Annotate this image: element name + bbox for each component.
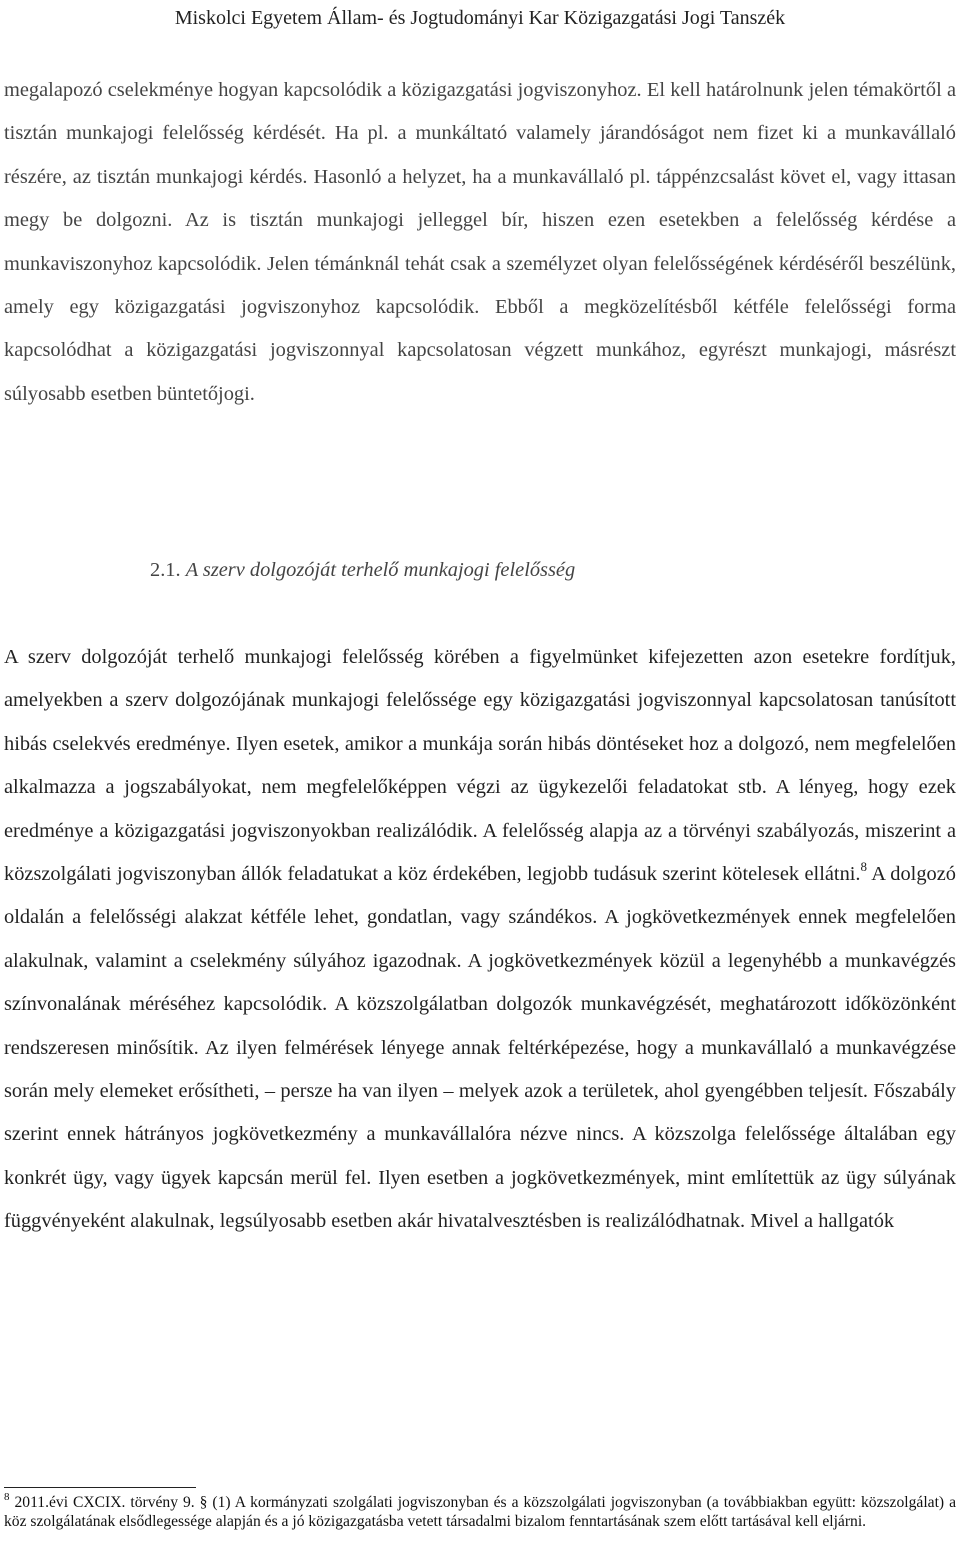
footnote-marker: 8 (4, 1490, 10, 1503)
paragraph-text: A szerv dolgozóját terhelő munkajogi felelősség körében a figyelmünket kifejezetten azon esetekre fordítjuk, amelyekben a szerv dolgozójának munkajogi felelőssége egy közigazgatási jogviszonnyal kapcsolatosan tanúsított hibás cselekvés eredménye. Ilyen esetek, amikor a munkája során hibás döntéseket hoz a dolgozó, nem megfelelően alkalmazza a jogszabályokat, nem megfelelőképpen végzi az ügykezelői feladatokat stb. A lényeg, hogy ezek eredménye a közigazgatási jogviszonyokban realizálódik. A felelősség alapja az a törvényi szabályozás, miszerint a közszolgálati jogviszonyban állók feladatukat a köz érdekében, legjobb tudásuk szerint kötelesek ellátni. (4, 646, 956, 886)
section-heading (150, 550, 850, 590)
body-paragraph-2 (4, 636, 956, 1244)
footnote-text: 2011.évi CXCIX. törvény 9. § (1) A kormányzati szolgálati jogviszonyban és a közszolgálati jogviszonyban (a továbbiakban együtt: közszolgálat) a köz szolgálatának elsődlegessége alapján és a jó közigazgatásba vetett társadalmi bizalom fenntartásának szem előtt tartásával kell eljárni. (4, 1494, 956, 1530)
section-number: 2.1. (150, 559, 181, 581)
paragraph-text-continued: A dolgozó oldalán a felelősségi alakzat kétféle lehet, gondatlan, vagy szándékos. A jogkövetkezmények ennek megfelelően alakulnak, valamint a cselekmény súlyához igazodnak. A jogkövetkezmények közül a legenyhébb a munkavégzés színvonalának méréséhez kapcsolódik. A közszolgálatban dolgozók munkavégzését, meghatározott időközönként rendszeresen minősítik. Az ilyen felmérések lényege annak feltérképezése, hogy a munkavállaló a munkavégzése során mely elemeket erősítheti, – persze ha van ilyen – melyek azok a területek, ahol gyengébben teljesít. Főszabály szerint ennek hátrányos jogkövetkezmény a munkavállalóra nézve nincs. A közszolga felelőssége általában egy konkrét ügy, vagy ügyek kapcsán merül fel. Ilyen esetben a jogkövetkezmények, mint említettük az ügy súlyának függvényeként alakulnak, legsúlyosabb esetben akár hivatalvesztésben is realizálódhatnak. Mivel a hallgatók (4, 863, 956, 1233)
running-header: Miskolci Egyetem Állam- és Jogtudományi Kar Közigazgatási Jogi Tanszék (174, 7, 786, 29)
body-paragraph: megalapozó cselekménye hogyan kapcsolódik a közigazgatási jogviszonyhoz. El kell határolnunk jelen témakörtől a tisztán munkajogi felelősség kérdését. Ha pl. a munkáltató valamely járandóságot nem fizet ki a munkavállaló részére, az tisztán munkajogi kérdés. Hasonló a helyzet, ha a munkavállaló pl. táppénzcsalást követ el, vagy ittasan megy be dolgozni. Az is tisztán munkajogi jelleggel bír, hiszen ezen esetekben a felelősség kérdése a munkaviszonyhoz kapcsolódik. Jelen témánknál tehát csak a személyzet olyan felelősségének kérdéséről beszélünk, amely egy közigazgatási jogviszonyhoz kapcsolódik. Ebből a megközelítésből kétféle felelősségi forma kapcsolódhat a közigazgatási jogviszonnyal kapcsolatosan végzett munkához, egyrészt munkajogi, másrészt súlyosabb esetben büntetőjogi. (4, 79, 956, 405)
footnote-reference[interactable]: 8 (860, 859, 868, 875)
footnote (4, 1490, 956, 1532)
section-title: A szerv dolgozóját terhelő munkajogi felelősség (185, 559, 576, 581)
footnote-separator (4, 1487, 196, 1488)
